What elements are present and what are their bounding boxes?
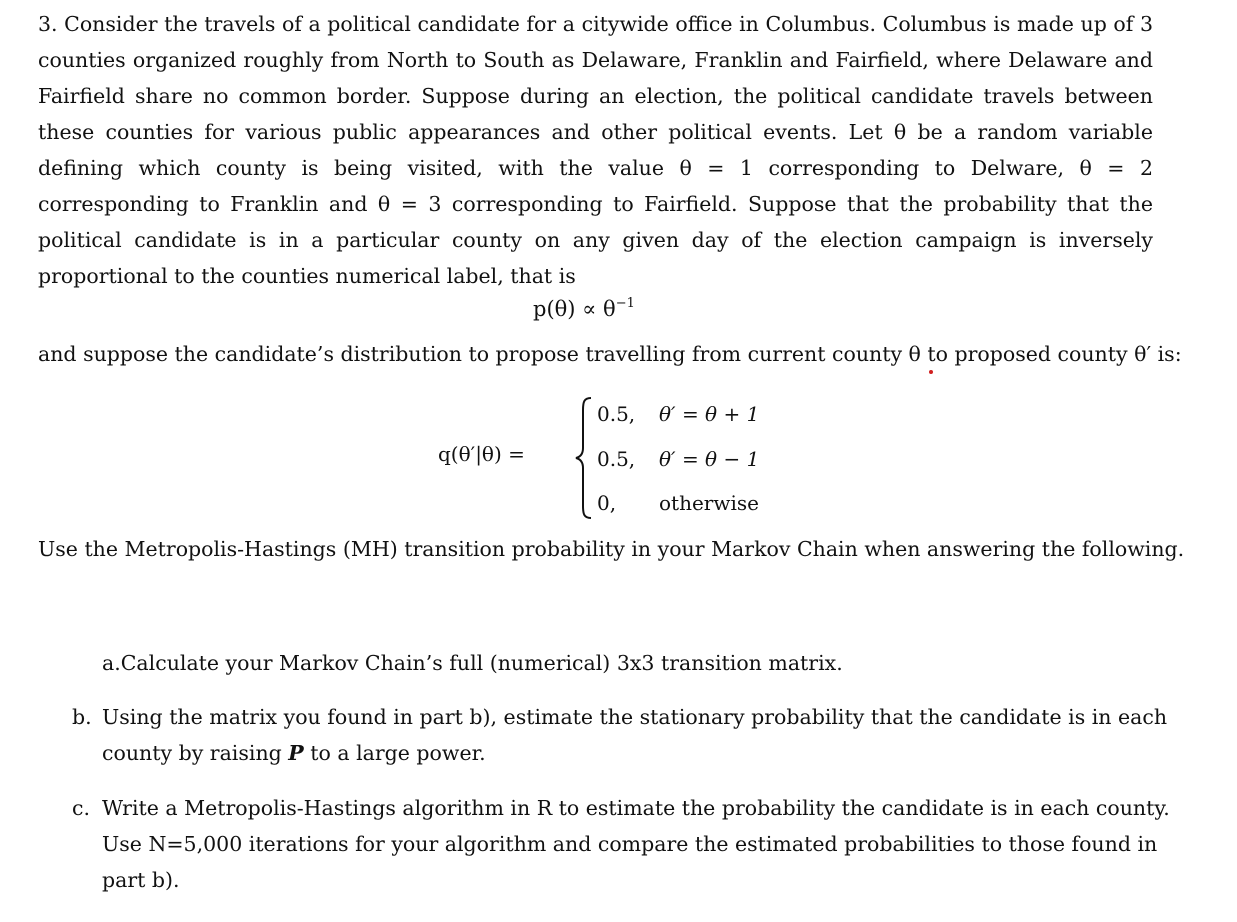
part-text: Write a Metropolis-Hastings algorithm in R to estimate the probability the candidate is in each county. Use N=5,000 iterations for your algorithm and compare the estimated probabilities to those found in part b). xyxy=(102,796,1170,892)
prior-equation-lhs: p(θ) ∝ θ xyxy=(533,297,616,321)
proposal-equation xyxy=(438,392,858,524)
problem-statement: 3. Consider the travels of a political candidate for a citywide office in Columbus. Columbus is made up of 3 counties organized roughly from North to South as Delaware, Franklin and Fairfield, where Delaware and Fairfield share no common border. Suppose during an election, the political candidate travels between these counties for various public appearances and other political events. Let θ be a random variable defining which county is being visited, with the value θ = 1 corresponding to Delware, θ = 2 corresponding to Franklin and θ = 3 corresponding to Fairfield. Suppose that the probability that the political candidate is in a particular county on any given day of the election campaign is inversely proportional to the counties numerical label, that is xyxy=(38,12,1153,288)
mh-instruction: Use the Metropolis-Hastings (MH) transition probability in your Markov Chain when answering the following. xyxy=(38,537,1185,561)
proposal-case-2 xyxy=(597,447,759,471)
case-value: 0, xyxy=(597,491,617,515)
case-condition: θ′ = θ + 1 xyxy=(659,402,760,426)
part-label: c. xyxy=(72,796,90,820)
part-label: b. xyxy=(72,705,92,729)
part-text: Using the matrix you found in part b), estimate the stationary probability that the candidate is in each county by raising xyxy=(102,705,1168,765)
part-text-end: to a large power. xyxy=(310,741,486,765)
proposal-case-1 xyxy=(597,402,759,426)
matrix-symbol: P xyxy=(288,741,304,765)
case-value: 0.5, xyxy=(597,402,636,426)
prior-equation xyxy=(533,296,635,321)
part-text: Calculate your Markov Chain’s full (numerical) 3x3 transition matrix. xyxy=(120,651,843,675)
prior-equation-exponent: −1 xyxy=(615,296,635,311)
case-condition: θ′ = θ − 1 xyxy=(659,447,760,471)
case-value: 0.5, xyxy=(597,447,636,471)
part-c xyxy=(72,790,1192,898)
case-condition: otherwise xyxy=(659,491,759,515)
part-label: a. xyxy=(102,651,121,675)
left-brace xyxy=(575,396,593,520)
proposal-equation-lhs: q(θ′|θ) = xyxy=(438,442,525,466)
annotation-dot xyxy=(929,370,933,374)
part-b xyxy=(72,699,1192,771)
part-a xyxy=(72,645,843,681)
proposal-intro: and suppose the candidate’s distribution to propose travelling from current county θ to proposed county θ′ is: xyxy=(38,342,1182,366)
proposal-case-3 xyxy=(597,491,759,515)
